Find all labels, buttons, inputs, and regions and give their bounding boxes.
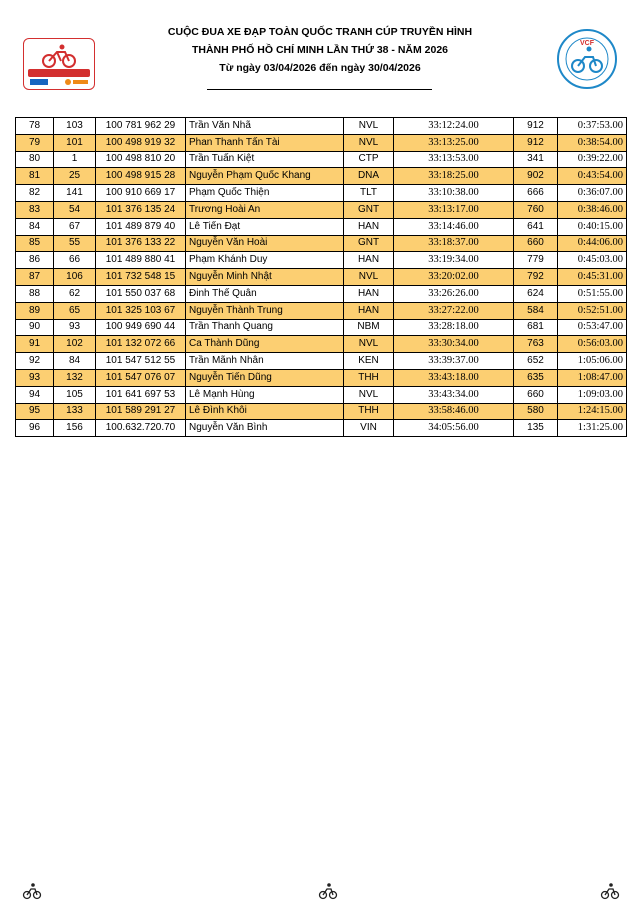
rank-cell: 83	[16, 201, 54, 218]
rank-cell: 95	[16, 403, 54, 420]
rider-name-cell: Trần Văn Nhã	[186, 118, 344, 135]
total-time-cell: 33:27:22.00	[394, 302, 514, 319]
rank-cell: 78	[16, 118, 54, 135]
rank-cell: 80	[16, 151, 54, 168]
total-time-cell: 33:10:38.00	[394, 185, 514, 202]
rank-cell: 84	[16, 218, 54, 235]
rank-cell: 93	[16, 369, 54, 386]
team-code-cell: NVL	[344, 336, 394, 353]
team-code-cell: VIN	[344, 420, 394, 437]
rider-name-cell: Nguyễn Minh Nhật	[186, 269, 344, 286]
points-cell: 641	[514, 218, 558, 235]
total-time-cell: 33:13:17.00	[394, 201, 514, 218]
points-cell: 779	[514, 252, 558, 269]
cyclist-footer-icon	[318, 882, 338, 900]
team-code-cell: GNT	[344, 235, 394, 252]
table-row	[16, 386, 627, 403]
table-row	[16, 252, 627, 269]
header-divider	[207, 89, 432, 90]
time-gap-cell: 1:24:15.00	[558, 403, 627, 420]
bib-cell: 102	[54, 336, 96, 353]
uci-id-cell: 101 325 103 67	[96, 302, 186, 319]
time-gap-cell: 0:51:55.00	[558, 285, 627, 302]
points-cell: 760	[514, 201, 558, 218]
bib-cell: 156	[54, 420, 96, 437]
team-code-cell: HAN	[344, 218, 394, 235]
rider-name-cell: Nguyễn Văn Bình	[186, 420, 344, 437]
rank-cell: 89	[16, 302, 54, 319]
time-gap-cell: 0:38:54.00	[558, 134, 627, 151]
uci-id-cell: 100 498 810 20	[96, 151, 186, 168]
rider-name-cell: Phan Thanh Tấn Tài	[186, 134, 344, 151]
team-code-cell: NVL	[344, 269, 394, 286]
team-code-cell: DNA	[344, 168, 394, 185]
table-row	[16, 403, 627, 420]
time-gap-cell: 0:43:54.00	[558, 168, 627, 185]
bib-cell: 65	[54, 302, 96, 319]
total-time-cell: 33:12:24.00	[394, 118, 514, 135]
points-cell: 902	[514, 168, 558, 185]
rider-name-cell: Trần Mãnh Nhân	[186, 353, 344, 370]
cyclist-footer-icon	[22, 882, 42, 900]
bib-cell: 25	[54, 168, 96, 185]
uci-id-cell: 101 489 880 41	[96, 252, 186, 269]
time-gap-cell: 1:09:03.00	[558, 386, 627, 403]
rider-name-cell: Trương Hoài An	[186, 201, 344, 218]
total-time-cell: 34:05:56.00	[394, 420, 514, 437]
vcf-logo-text: VCF	[580, 40, 594, 47]
rank-cell: 96	[16, 420, 54, 437]
rank-cell: 88	[16, 285, 54, 302]
points-cell: 580	[514, 403, 558, 420]
bib-cell: 105	[54, 386, 96, 403]
uci-id-cell: 100 498 915 28	[96, 168, 186, 185]
table-row	[16, 218, 627, 235]
time-gap-cell: 0:39:22.00	[558, 151, 627, 168]
uci-id-cell: 100 949 690 44	[96, 319, 186, 336]
points-cell: 763	[514, 336, 558, 353]
points-cell: 912	[514, 134, 558, 151]
bib-cell: 67	[54, 218, 96, 235]
points-cell: 635	[514, 369, 558, 386]
uci-id-cell: 101 547 076 07	[96, 369, 186, 386]
total-time-cell: 33:43:18.00	[394, 369, 514, 386]
uci-id-cell: 101 641 697 53	[96, 386, 186, 403]
rider-name-cell: Trần Tuấn Kiệt	[186, 151, 344, 168]
rank-cell: 94	[16, 386, 54, 403]
team-code-cell: HAN	[344, 302, 394, 319]
points-cell: 681	[514, 319, 558, 336]
rider-name-cell: Nguyễn Văn Hoài	[186, 235, 344, 252]
points-cell: 624	[514, 285, 558, 302]
uci-id-cell: 101 489 879 40	[96, 218, 186, 235]
uci-id-cell: 101 132 072 66	[96, 336, 186, 353]
team-code-cell: GNT	[344, 201, 394, 218]
cyclist-footer-icon	[600, 882, 620, 900]
table-row	[16, 269, 627, 286]
rider-name-cell: Trần Thanh Quang	[186, 319, 344, 336]
team-code-cell: KEN	[344, 353, 394, 370]
bib-cell: 93	[54, 319, 96, 336]
time-gap-cell: 0:53:47.00	[558, 319, 627, 336]
table-row	[16, 285, 627, 302]
rider-name-cell: Nguyễn Phạm Quốc Khang	[186, 168, 344, 185]
bib-cell: 103	[54, 118, 96, 135]
team-code-cell: NBM	[344, 319, 394, 336]
uci-id-cell: 101 376 135 24	[96, 201, 186, 218]
bib-cell: 141	[54, 185, 96, 202]
points-cell: 666	[514, 185, 558, 202]
time-gap-cell: 0:44:06.00	[558, 235, 627, 252]
time-gap-cell: 0:45:03.00	[558, 252, 627, 269]
rank-cell: 92	[16, 353, 54, 370]
points-cell: 341	[514, 151, 558, 168]
points-cell: 584	[514, 302, 558, 319]
bib-cell: 66	[54, 252, 96, 269]
team-code-cell: THH	[344, 369, 394, 386]
rank-cell: 81	[16, 168, 54, 185]
points-cell: 792	[514, 269, 558, 286]
time-gap-cell: 0:38:46.00	[558, 201, 627, 218]
bib-cell: 54	[54, 201, 96, 218]
rank-cell: 82	[16, 185, 54, 202]
uci-id-cell: 100 781 962 29	[96, 118, 186, 135]
bib-cell: 84	[54, 353, 96, 370]
time-gap-cell: 1:05:06.00	[558, 353, 627, 370]
rider-name-cell: Lê Đình Khôi	[186, 403, 344, 420]
table-row	[16, 134, 627, 151]
total-time-cell: 33:58:46.00	[394, 403, 514, 420]
time-gap-cell: 0:40:15.00	[558, 218, 627, 235]
header-title-line2: THÀNH PHỐ HỒ CHÍ MINH LẦN THỨ 38 - NĂM 2026	[191, 44, 449, 56]
team-code-cell: NVL	[344, 118, 394, 135]
time-gap-cell: 0:36:07.00	[558, 185, 627, 202]
time-gap-cell: 0:52:51.00	[558, 302, 627, 319]
points-cell: 660	[514, 386, 558, 403]
rank-cell: 91	[16, 336, 54, 353]
total-time-cell: 33:18:25.00	[394, 168, 514, 185]
table-row	[16, 201, 627, 218]
rank-cell: 87	[16, 269, 54, 286]
rider-name-cell: Phạm Khánh Duy	[186, 252, 344, 269]
rank-cell: 86	[16, 252, 54, 269]
header-title-line1: CUỘC ĐUA XE ĐẠP TOÀN QUỐC TRANH CÚP TRUYỀN HÌNH	[167, 26, 473, 38]
team-code-cell: HAN	[344, 285, 394, 302]
points-cell: 652	[514, 353, 558, 370]
points-cell: 660	[514, 235, 558, 252]
rider-name-cell: Lê Mạnh Hùng	[186, 386, 344, 403]
sponsor-mark-icon	[28, 79, 90, 85]
rider-name-cell: Ca Thành Dũng	[186, 336, 344, 353]
total-time-cell: 33:39:37.00	[394, 353, 514, 370]
table-row	[16, 235, 627, 252]
rider-name-cell: Phạm Quốc Thiện	[186, 185, 344, 202]
bib-cell: 1	[54, 151, 96, 168]
uci-id-cell: 101 550 037 68	[96, 285, 186, 302]
rider-name-cell: Lê Tiến Đạt	[186, 218, 344, 235]
total-time-cell: 33:26:26.00	[394, 285, 514, 302]
total-time-cell: 33:19:34.00	[394, 252, 514, 269]
total-time-cell: 33:13:25.00	[394, 134, 514, 151]
table-row	[16, 302, 627, 319]
table-row	[16, 319, 627, 336]
points-cell: 912	[514, 118, 558, 135]
team-code-cell: THH	[344, 403, 394, 420]
time-gap-cell: 1:31:25.00	[558, 420, 627, 437]
team-code-cell: HAN	[344, 252, 394, 269]
team-code-cell: NVL	[344, 386, 394, 403]
bib-cell: 55	[54, 235, 96, 252]
uci-id-cell: 100.632.720.70	[96, 420, 186, 437]
time-gap-cell: 0:37:53.00	[558, 118, 627, 135]
results-table	[15, 117, 627, 437]
total-time-cell: 33:20:02.00	[394, 269, 514, 286]
uci-id-cell: 100 910 669 17	[96, 185, 186, 202]
table-row	[16, 336, 627, 353]
points-cell: 135	[514, 420, 558, 437]
total-time-cell: 33:43:34.00	[394, 386, 514, 403]
bib-cell: 101	[54, 134, 96, 151]
total-time-cell: 33:14:46.00	[394, 218, 514, 235]
table-row	[16, 118, 627, 135]
table-row	[16, 185, 627, 202]
team-code-cell: TLT	[344, 185, 394, 202]
uci-id-cell: 101 547 512 55	[96, 353, 186, 370]
page-header	[0, 0, 640, 100]
vcf-logo	[556, 28, 618, 90]
time-gap-cell: 0:45:31.00	[558, 269, 627, 286]
rider-name-cell: Nguyễn Tiến Dũng	[186, 369, 344, 386]
uci-id-cell: 101 376 133 22	[96, 235, 186, 252]
header-date-range: Từ ngày 03/04/2026 đến ngày 30/04/2026	[219, 62, 421, 74]
uci-id-cell: 100 498 919 32	[96, 134, 186, 151]
uci-id-cell: 101 589 291 27	[96, 403, 186, 420]
time-gap-cell: 0:56:03.00	[558, 336, 627, 353]
bib-cell: 62	[54, 285, 96, 302]
table-row	[16, 168, 627, 185]
rank-cell: 85	[16, 235, 54, 252]
table-row	[16, 420, 627, 437]
uci-id-cell: 101 732 548 15	[96, 269, 186, 286]
bib-cell: 133	[54, 403, 96, 420]
results-rows	[16, 118, 627, 437]
table-row	[16, 151, 627, 168]
rider-name-cell: Đinh Thế Quân	[186, 285, 344, 302]
rank-cell: 79	[16, 134, 54, 151]
table-row	[16, 369, 627, 386]
team-code-cell: NVL	[344, 134, 394, 151]
bib-cell: 106	[54, 269, 96, 286]
time-gap-cell: 1:08:47.00	[558, 369, 627, 386]
team-code-cell: CTP	[344, 151, 394, 168]
total-time-cell: 33:28:18.00	[394, 319, 514, 336]
total-time-cell: 33:18:37.00	[394, 235, 514, 252]
total-time-cell: 33:13:53.00	[394, 151, 514, 168]
total-time-cell: 33:30:34.00	[394, 336, 514, 353]
table-row	[16, 353, 627, 370]
rank-cell: 90	[16, 319, 54, 336]
rider-name-cell: Nguyễn Thành Trung	[186, 302, 344, 319]
bib-cell: 132	[54, 369, 96, 386]
